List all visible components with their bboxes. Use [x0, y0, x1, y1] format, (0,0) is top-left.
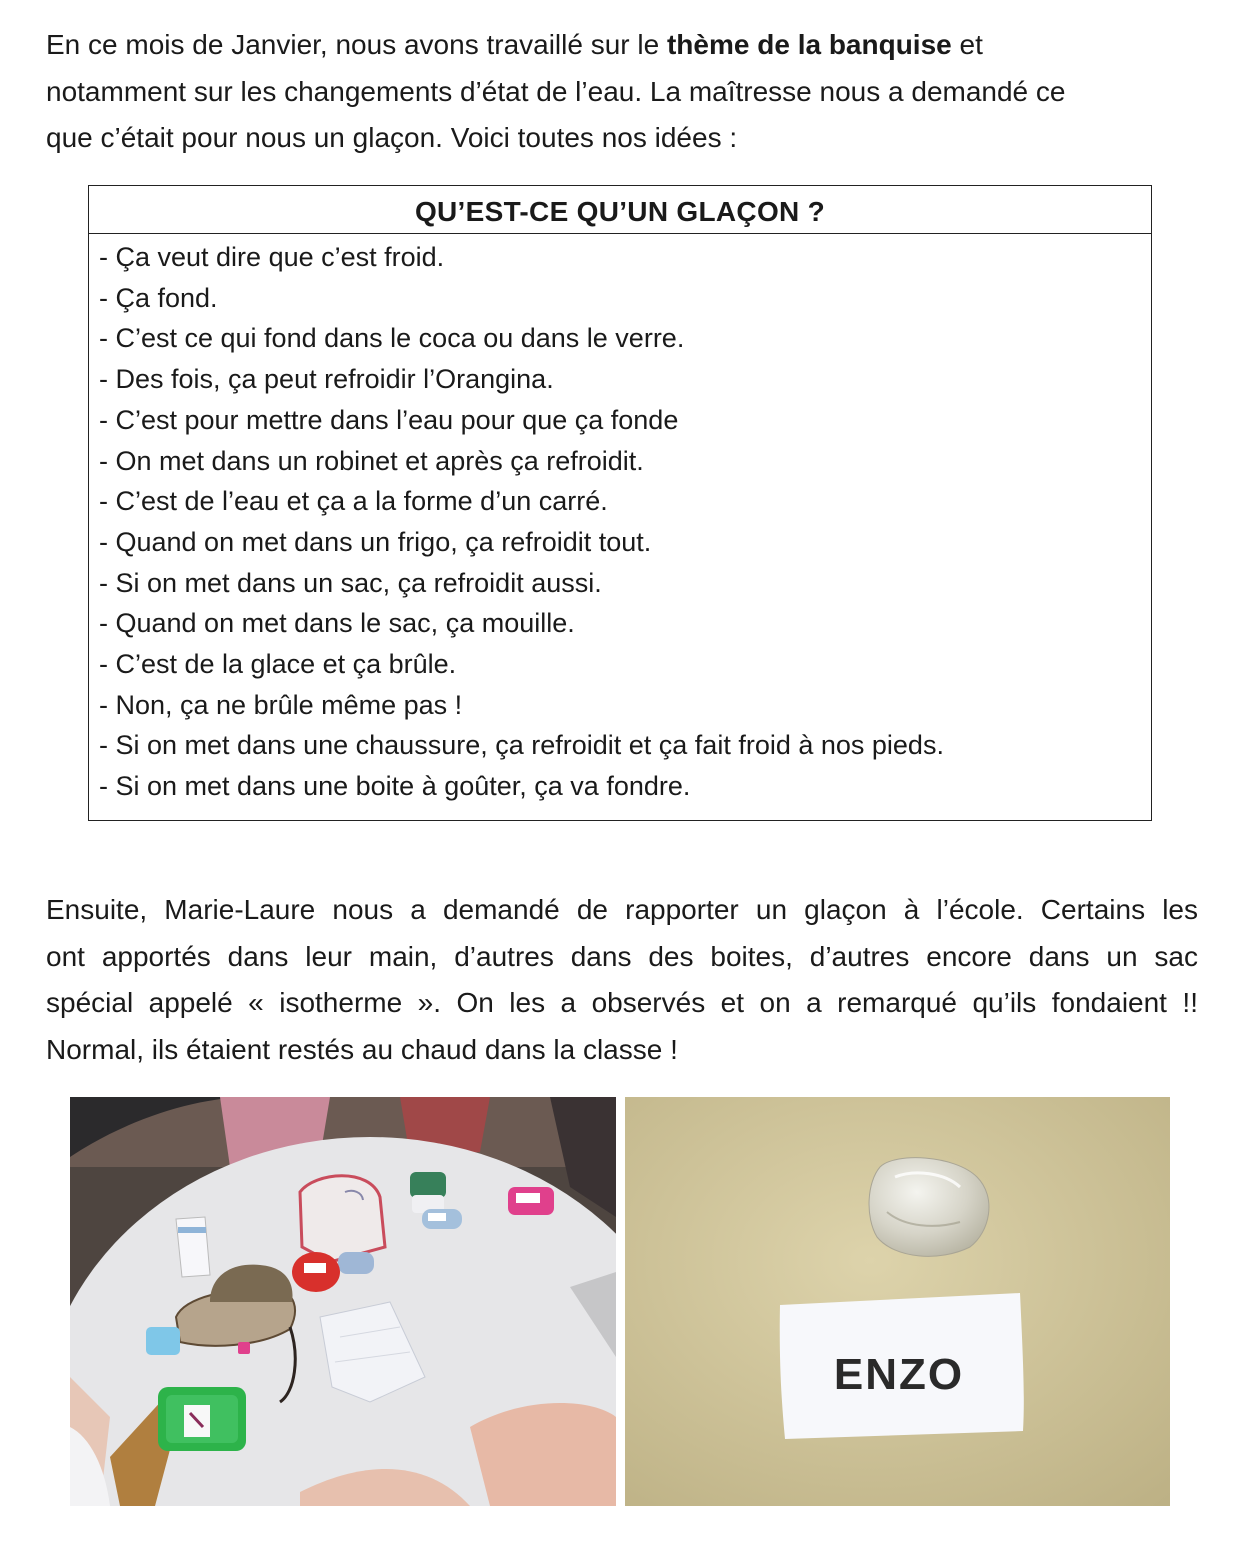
idea-item: - Si on met dans une boite à goûter, ça va fondre.: [99, 771, 691, 802]
photo-table-illustration: [70, 1097, 616, 1506]
idea-item: - Ça veut dire que c’est froid.: [99, 242, 445, 272]
intro-line-2: notamment sur les changements d’état de l’eau. La maîtresse nous a demandé ce: [46, 75, 1066, 107]
second-paragraph: [46, 887, 1198, 1073]
ideas-table-title: QU’EST-CE QU’UN GLAÇON ?: [89, 186, 1151, 234]
intro-line-3: que c’était pour nous un glaçon. Voici toutes nos idées :: [46, 122, 738, 153]
photo-ice-cube-with-name-card: [625, 1097, 1170, 1506]
name-card-label: ENZO: [833, 1350, 965, 1399]
idea-item: - Si on met dans un sac, ça refroidit aussi.: [99, 567, 602, 598]
idea-item: - Si on met dans une chaussure, ça refroidit et ça fait froid à nos pieds.: [99, 730, 944, 761]
ideas-table: [88, 185, 1152, 821]
idea-item: - Des fois, ça peut refroidir l’Orangina.: [99, 364, 554, 395]
idea-item: - C’est ce qui fond dans le coca ou dans le verre.: [99, 323, 685, 354]
intro-line-1: En ce mois de Janvier, nous avons travaillé sur le thème de la banquise et: [46, 29, 983, 60]
ideas-list: [89, 234, 1151, 807]
idea-item: - Non, ça ne brûle même pas !: [99, 689, 463, 720]
second-line-1: Ensuite, Marie-Laure nous a demandé de rapporter un glaçon à l’école. Certains les: [46, 894, 1198, 925]
second-line-4: Normal, ils étaient restés au chaud dans la classe !: [46, 1033, 678, 1065]
second-line-3: spécial appelé « isotherme ». On les a observés et on a remarqué qu’ils fondaient !!: [46, 987, 1198, 1018]
idea-item: - C’est de la glace et ça brûle.: [99, 649, 457, 680]
idea-item: - Quand on met dans le sac, ça mouille.: [99, 608, 575, 639]
photo-ice-cube-illustration: [625, 1097, 1170, 1506]
idea-item: - Ça fond.: [99, 282, 218, 313]
idea-item: - C’est pour mettre dans l’eau pour que ça fonde: [99, 404, 679, 435]
idea-item: - Quand on met dans un frigo, ça refroidit tout.: [99, 526, 652, 557]
photo-table-with-ice-containers: [70, 1097, 616, 1506]
idea-item: - On met dans un robinet et après ça refroidit.: [99, 445, 644, 476]
intro-paragraph: [46, 22, 1198, 162]
second-line-2: ont apportés dans leur main, d’autres dans des boites, d’autres encore dans un sac: [46, 940, 1198, 972]
idea-item: - C’est de l’eau et ça a la forme d’un carré.: [99, 486, 608, 517]
intro-bold-theme: thème de la banquise: [666, 29, 952, 60]
